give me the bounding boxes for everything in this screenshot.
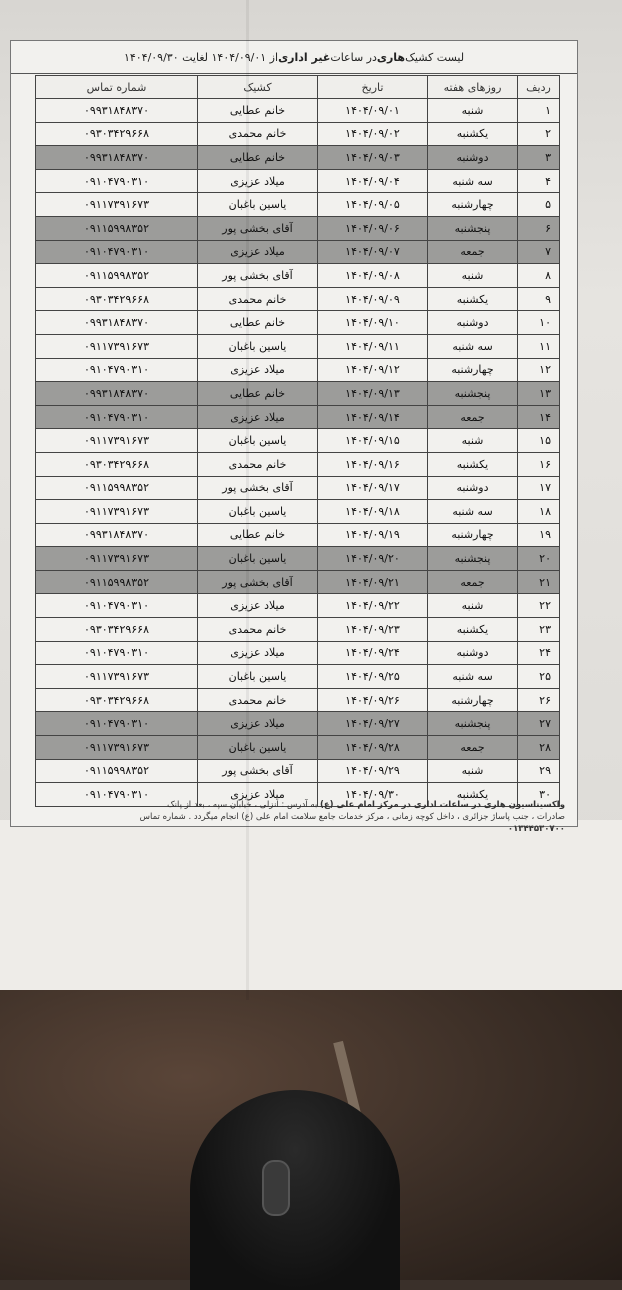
weekday-cell: چهارشنبه xyxy=(428,358,518,382)
weekday-cell: دوشنبه xyxy=(428,146,518,170)
phone-cell: ۰۹۱۱۵۹۹۸۳۵۲ xyxy=(36,759,198,783)
row-number: ۲۹ xyxy=(518,759,560,783)
table-row xyxy=(36,122,560,146)
date-cell: ۱۴۰۴/۰۹/۲۷ xyxy=(318,712,428,736)
row-number: ۱۳ xyxy=(518,382,560,406)
weekday-cell: سه شنبه xyxy=(428,334,518,358)
title-bold-nonoffice: غیر اداری xyxy=(278,50,331,64)
header-phone: شماره تماس xyxy=(36,76,198,99)
date-cell: ۱۴۰۴/۰۹/۲۶ xyxy=(318,688,428,712)
date-cell: ۱۴۰۴/۰۹/۳۰ xyxy=(318,783,428,807)
row-number: ۲۷ xyxy=(518,712,560,736)
weekday-cell: پنجشنبه xyxy=(428,547,518,571)
table-row xyxy=(36,240,560,264)
title-date-range: از ۱۴۰۴/۰۹/۰۱ لغایت ۱۴۰۴/۰۹/۳۰ xyxy=(123,50,279,64)
weekday-cell: شنبه xyxy=(428,759,518,783)
row-number: ۲۵ xyxy=(518,665,560,689)
on-call-name: میلاد عزیزی xyxy=(198,712,318,736)
on-call-name: آقای بخشی پور xyxy=(198,216,318,240)
on-call-name: آقای بخشی پور xyxy=(198,264,318,288)
table-row xyxy=(36,688,560,712)
row-number: ۱۷ xyxy=(518,476,560,500)
row-number: ۸ xyxy=(518,264,560,288)
on-call-name: میلاد عزیزی xyxy=(198,783,318,807)
row-number: ۲۳ xyxy=(518,618,560,642)
table-row xyxy=(36,264,560,288)
on-call-name: خانم عطایی xyxy=(198,523,318,547)
date-cell: ۱۴۰۴/۰۹/۱۶ xyxy=(318,452,428,476)
weekday-cell: چهارشنبه xyxy=(428,523,518,547)
date-cell: ۱۴۰۴/۰۹/۰۶ xyxy=(318,216,428,240)
table-body xyxy=(36,99,560,807)
on-call-name: خانم محمدی xyxy=(198,122,318,146)
footer-bold: واکسیناسیون هاری در ساعات اداری در مرکز امام علی (ع) xyxy=(319,800,565,810)
phone-cell: ۰۹۱۰۴۷۹۰۳۱۰ xyxy=(36,712,198,736)
table-row xyxy=(36,452,560,476)
title-bold-rabies: هاری xyxy=(376,50,406,64)
table-row xyxy=(36,736,560,760)
roster-table xyxy=(35,75,560,807)
phone-cell: ۰۹۹۳۱۸۴۸۳۷۰ xyxy=(36,311,198,335)
weekday-cell: سه شنبه xyxy=(428,500,518,524)
phone-cell: ۰۹۱۰۴۷۹۰۳۱۰ xyxy=(36,783,198,807)
on-call-name: خانم عطایی xyxy=(198,382,318,406)
date-cell: ۱۴۰۴/۰۹/۲۵ xyxy=(318,665,428,689)
table-row xyxy=(36,641,560,665)
date-cell: ۱۴۰۴/۰۹/۰۷ xyxy=(318,240,428,264)
weekday-cell: چهارشنبه xyxy=(428,193,518,217)
date-cell: ۱۴۰۴/۰۹/۱۷ xyxy=(318,476,428,500)
on-call-name: آقای بخشی پور xyxy=(198,759,318,783)
row-number: ۲ xyxy=(518,122,560,146)
table-row xyxy=(36,547,560,571)
phone-cell: ۰۹۹۳۱۸۴۸۳۷۰ xyxy=(36,382,198,406)
row-number: ۶ xyxy=(518,216,560,240)
weekday-cell: پنجشنبه xyxy=(428,382,518,406)
row-number: ۱۱ xyxy=(518,334,560,358)
date-cell: ۱۴۰۴/۰۹/۰۸ xyxy=(318,264,428,288)
row-number: ۹ xyxy=(518,287,560,311)
on-call-name: خانم محمدی xyxy=(198,452,318,476)
phone-cell: ۰۹۳۰۳۴۲۹۶۶۸ xyxy=(36,618,198,642)
table-row xyxy=(36,193,560,217)
footer-line2: صادرات ، جنب پاساژ جزائری ، داخل کوچه زمانی ، مرکز خدمات جامع سلامت امام علی (ع) انجام میگردد . شماره تماس xyxy=(139,812,565,822)
header-row-number: ردیف xyxy=(518,76,560,99)
phone-cell: ۰۹۱۱۵۹۹۸۳۵۲ xyxy=(36,264,198,288)
weekday-cell: جمعه xyxy=(428,240,518,264)
computer-mouse xyxy=(190,1090,400,1290)
on-call-name: میلاد عزیزی xyxy=(198,169,318,193)
table-row xyxy=(36,500,560,524)
weekday-cell: جمعه xyxy=(428,570,518,594)
date-cell: ۱۴۰۴/۰۹/۱۵ xyxy=(318,429,428,453)
on-call-name: خانم محمدی xyxy=(198,287,318,311)
weekday-cell: دوشنبه xyxy=(428,641,518,665)
date-cell: ۱۴۰۴/۰۹/۲۹ xyxy=(318,759,428,783)
row-number: ۱۰ xyxy=(518,311,560,335)
weekday-cell: جمعه xyxy=(428,405,518,429)
roster-title xyxy=(11,41,577,74)
weekday-cell: یکشنبه xyxy=(428,287,518,311)
phone-cell: ۰۹۳۰۳۴۲۹۶۶۸ xyxy=(36,688,198,712)
row-number: ۲۸ xyxy=(518,736,560,760)
row-number: ۲۴ xyxy=(518,641,560,665)
on-call-name: خانم عطایی xyxy=(198,311,318,335)
title-middle: در ساعات xyxy=(330,50,377,64)
row-number: ۱۲ xyxy=(518,358,560,382)
table-row xyxy=(36,287,560,311)
weekday-cell: یکشنبه xyxy=(428,618,518,642)
table-row xyxy=(36,570,560,594)
on-call-name: میلاد عزیزی xyxy=(198,405,318,429)
weekday-cell: سه شنبه xyxy=(428,665,518,689)
on-call-name: میلاد عزیزی xyxy=(198,358,318,382)
on-call-name: خانم عطایی xyxy=(198,99,318,123)
date-cell: ۱۴۰۴/۰۹/۰۲ xyxy=(318,122,428,146)
mouse-scroll-wheel xyxy=(262,1160,290,1216)
date-cell: ۱۴۰۴/۰۹/۱۴ xyxy=(318,405,428,429)
row-number: ۲۱ xyxy=(518,570,560,594)
date-cell: ۱۴۰۴/۰۹/۱۸ xyxy=(318,500,428,524)
title-prefix: لیست کشیک xyxy=(405,50,465,64)
date-cell: ۱۴۰۴/۰۹/۲۸ xyxy=(318,736,428,760)
phone-cell: ۰۹۹۳۱۸۴۸۳۷۰ xyxy=(36,523,198,547)
row-number: ۲۲ xyxy=(518,594,560,618)
table-row xyxy=(36,712,560,736)
weekday-cell: شنبه xyxy=(428,429,518,453)
table-row xyxy=(36,665,560,689)
row-number: ۱۹ xyxy=(518,523,560,547)
weekday-cell: سه شنبه xyxy=(428,169,518,193)
phone-cell: ۰۹۱۱۵۹۹۸۳۵۲ xyxy=(36,570,198,594)
footer-phone: ۰۱۳۴۴۵۳۰۷۰۰ xyxy=(507,824,565,834)
on-call-name: یاسین باغبان xyxy=(198,665,318,689)
row-number: ۱۵ xyxy=(518,429,560,453)
duty-roster-sheet xyxy=(10,40,578,834)
phone-cell: ۰۹۱۰۴۷۹۰۳۱۰ xyxy=(36,240,198,264)
weekday-cell: چهارشنبه xyxy=(428,688,518,712)
date-cell: ۱۴۰۴/۰۹/۰۹ xyxy=(318,287,428,311)
phone-cell: ۰۹۹۳۱۸۴۸۳۷۰ xyxy=(36,146,198,170)
table-row xyxy=(36,476,560,500)
date-cell: ۱۴۰۴/۰۹/۲۴ xyxy=(318,641,428,665)
phone-cell: ۰۹۱۰۴۷۹۰۳۱۰ xyxy=(36,405,198,429)
weekday-cell: یکشنبه xyxy=(428,783,518,807)
row-number: ۱۸ xyxy=(518,500,560,524)
on-call-name: خانم محمدی xyxy=(198,618,318,642)
phone-cell: ۰۹۳۰۳۴۲۹۶۶۸ xyxy=(36,452,198,476)
table-row xyxy=(36,429,560,453)
phone-cell: ۰۹۱۰۴۷۹۰۳۱۰ xyxy=(36,641,198,665)
row-number: ۷ xyxy=(518,240,560,264)
footer-note xyxy=(35,799,565,835)
phone-cell: ۰۹۳۰۳۴۲۹۶۶۸ xyxy=(36,122,198,146)
date-cell: ۱۴۰۴/۰۹/۲۲ xyxy=(318,594,428,618)
phone-cell: ۰۹۱۱۷۳۹۱۶۷۳ xyxy=(36,429,198,453)
table-row xyxy=(36,146,560,170)
row-number: ۵ xyxy=(518,193,560,217)
on-call-name: میلاد عزیزی xyxy=(198,594,318,618)
phone-cell: ۰۹۱۱۷۳۹۱۶۷۳ xyxy=(36,500,198,524)
date-cell: ۱۴۰۴/۰۹/۱۳ xyxy=(318,382,428,406)
table-row xyxy=(36,99,560,123)
date-cell: ۱۴۰۴/۰۹/۱۲ xyxy=(318,358,428,382)
on-call-name: یاسین باغبان xyxy=(198,736,318,760)
weekday-cell: یکشنبه xyxy=(428,122,518,146)
table-row xyxy=(36,216,560,240)
phone-cell: ۰۹۱۰۴۷۹۰۳۱۰ xyxy=(36,358,198,382)
phone-cell: ۰۹۱۰۴۷۹۰۳۱۰ xyxy=(36,169,198,193)
table-row xyxy=(36,358,560,382)
row-number: ۱ xyxy=(518,99,560,123)
weekday-cell: شنبه xyxy=(428,264,518,288)
row-number: ۱۶ xyxy=(518,452,560,476)
on-call-name: یاسین باغبان xyxy=(198,193,318,217)
weekday-cell: پنجشنبه xyxy=(428,712,518,736)
on-call-name: یاسین باغبان xyxy=(198,334,318,358)
date-cell: ۱۴۰۴/۰۹/۲۰ xyxy=(318,547,428,571)
date-cell: ۱۴۰۴/۰۹/۰۴ xyxy=(318,169,428,193)
phone-cell: ۰۹۳۰۳۴۲۹۶۶۸ xyxy=(36,287,198,311)
paper-fold-line xyxy=(246,0,249,1000)
row-number: ۳ xyxy=(518,146,560,170)
row-number: ۲۶ xyxy=(518,688,560,712)
date-cell: ۱۴۰۴/۰۹/۰۵ xyxy=(318,193,428,217)
weekday-cell: دوشنبه xyxy=(428,311,518,335)
weekday-cell: شنبه xyxy=(428,99,518,123)
phone-cell: ۰۹۱۱۷۳۹۱۶۷۳ xyxy=(36,193,198,217)
weekday-cell: شنبه xyxy=(428,594,518,618)
row-number: ۴ xyxy=(518,169,560,193)
paper-lower-area xyxy=(0,820,622,1000)
weekday-cell: دوشنبه xyxy=(428,476,518,500)
phone-cell: ۰۹۹۳۱۸۴۸۳۷۰ xyxy=(36,99,198,123)
date-cell: ۱۴۰۴/۰۹/۲۳ xyxy=(318,618,428,642)
footer-line1: به آدرس : انزلی ، خیابان سپه ، بعد از پانک xyxy=(167,800,320,810)
row-number: ۲۰ xyxy=(518,547,560,571)
on-call-name: آقای بخشی پور xyxy=(198,570,318,594)
table-row xyxy=(36,405,560,429)
weekday-cell: یکشنبه xyxy=(428,452,518,476)
table-row xyxy=(36,759,560,783)
table-row xyxy=(36,311,560,335)
phone-cell: ۰۹۱۱۷۳۹۱۶۷۳ xyxy=(36,547,198,571)
weekday-cell: پنجشنبه xyxy=(428,216,518,240)
date-cell: ۱۴۰۴/۰۹/۱۰ xyxy=(318,311,428,335)
row-number: ۱۴ xyxy=(518,405,560,429)
table-row xyxy=(36,169,560,193)
table-header-row xyxy=(36,76,560,99)
table-row xyxy=(36,382,560,406)
date-cell: ۱۴۰۴/۰۹/۲۱ xyxy=(318,570,428,594)
table-row xyxy=(36,523,560,547)
date-cell: ۱۴۰۴/۰۹/۱۹ xyxy=(318,523,428,547)
header-on-call: کشیک xyxy=(198,76,318,99)
header-weekday: روزهای هفته xyxy=(428,76,518,99)
phone-cell: ۰۹۱۱۷۳۹۱۶۷۳ xyxy=(36,334,198,358)
date-cell: ۱۴۰۴/۰۹/۱۱ xyxy=(318,334,428,358)
on-call-name: میلاد عزیزی xyxy=(198,240,318,264)
date-cell: ۱۴۰۴/۰۹/۰۳ xyxy=(318,146,428,170)
date-cell: ۱۴۰۴/۰۹/۰۱ xyxy=(318,99,428,123)
on-call-name: میلاد عزیزی xyxy=(198,641,318,665)
phone-cell: ۰۹۱۱۵۹۹۸۳۵۲ xyxy=(36,476,198,500)
phone-cell: ۰۹۱۱۵۹۹۸۳۵۲ xyxy=(36,216,198,240)
on-call-name: یاسین باغبان xyxy=(198,429,318,453)
on-call-name: خانم محمدی xyxy=(198,688,318,712)
phone-cell: ۰۹۱۰۴۷۹۰۳۱۰ xyxy=(36,594,198,618)
header-date: تاریخ xyxy=(318,76,428,99)
table-row xyxy=(36,594,560,618)
phone-cell: ۰۹۱۱۷۳۹۱۶۷۳ xyxy=(36,665,198,689)
on-call-name: آقای بخشی پور xyxy=(198,476,318,500)
on-call-name: یاسین باغبان xyxy=(198,500,318,524)
table-row xyxy=(36,618,560,642)
row-number: ۳۰ xyxy=(518,783,560,807)
phone-cell: ۰۹۱۱۷۳۹۱۶۷۳ xyxy=(36,736,198,760)
weekday-cell: جمعه xyxy=(428,736,518,760)
on-call-name: یاسین باغبان xyxy=(198,547,318,571)
on-call-name: خانم عطایی xyxy=(198,146,318,170)
table-row xyxy=(36,334,560,358)
